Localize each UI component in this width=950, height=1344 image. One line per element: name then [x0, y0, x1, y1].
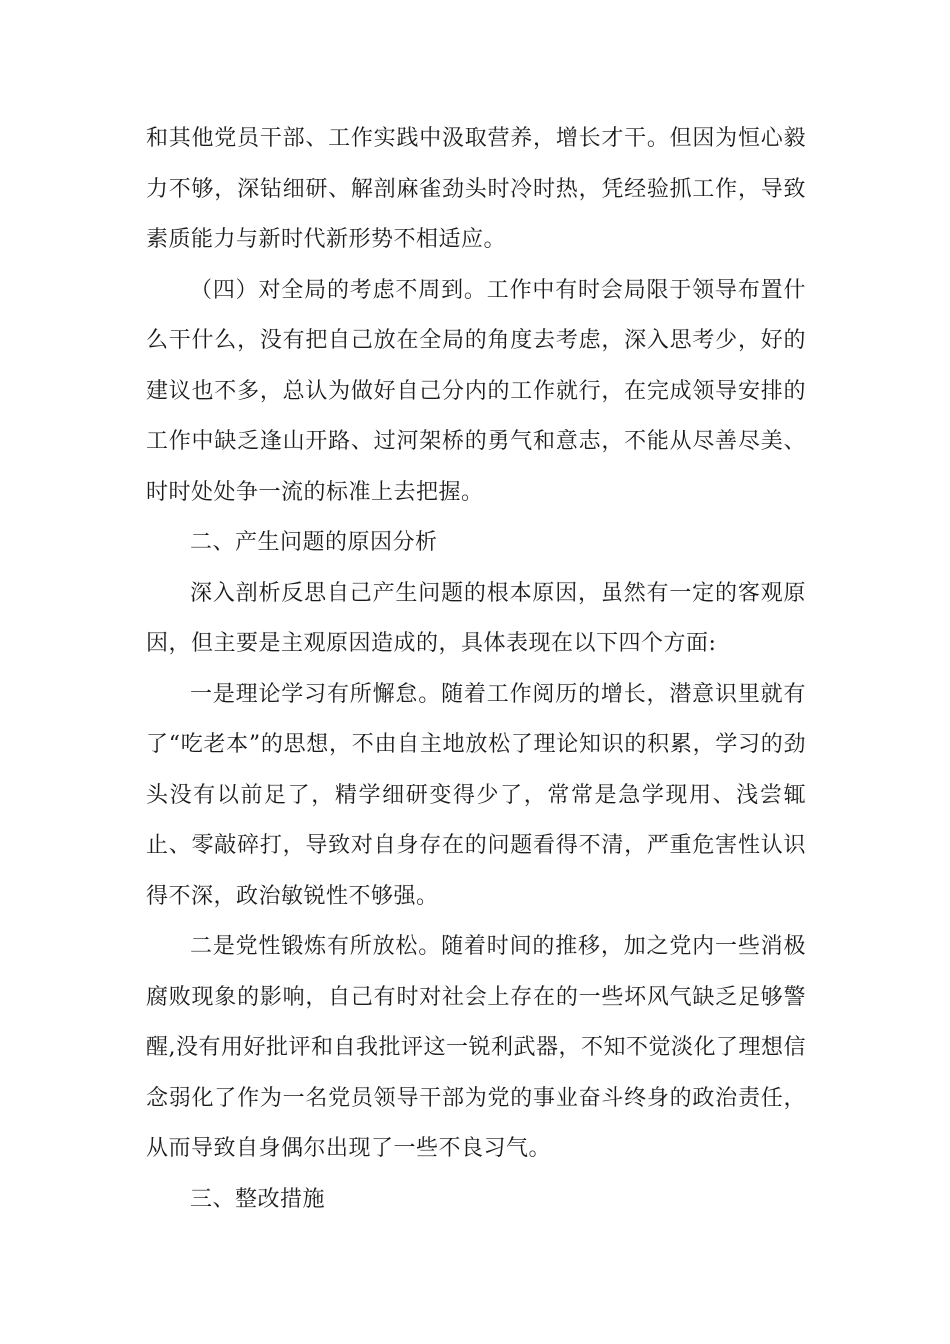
paragraph-cause-two: 二是党性锻炼有所放松。随着时间的推移，加之党内一些消极腐败现象的影响，自己有时对社会上存在的一些坏风气缺乏足够警醒,没有用好批评和自我批评这一锐利武器，不知不觉淡化了理想信念弱化了作为一名党员领导干部为党的事业奋斗终身的政治责任，从而导致自身偶尔出现了一些不良习气。 — [146, 934, 806, 1161]
heading-rectification-measures: 三、整改措施 — [190, 1186, 326, 1212]
paragraph-continuation: 和其他党员干部、工作实践中汲取营养，增长才干。但因为恒心毅力不够，深钻细研、解剖麻雀劲头时冷时热，凭经验抓工作，导致素质能力与新时代新形势不相适应。 — [146, 126, 806, 252]
document-body — [146, 114, 806, 1225]
paragraph-section-four: （四）对全局的考虑不周到。工作中有时会局限于领导布置什么干什么，没有把自己放在全局的角度去考虑，深入思考少，好的建议也不多，总认为做好自己分内的工作就行，在完成领导安排的工作中缺乏逢山开路、过河架桥的勇气和意志，不能从尽善尽美、时时处处争一流的标准上去把握。 — [146, 277, 806, 505]
paragraph-cause-intro: 深入剖析反思自己产生问题的根本原因，虽然有一定的客观原因，但主要是主观原因造成的，具体表现在以下四个方面: — [146, 580, 806, 656]
paragraph-cause-one: 一是理论学习有所懈怠。随着工作阅历的增长，潜意识里就有了“吃老本”的思想，不由自主地放松了理论知识的积累，学习的劲头没有以前足了，精学细研变得少了，常常是急学现用、浅尝辄止、零敲碎打，导致对自身存在的问题看得不清，严重危害性认识得不深，政治敏锐性不够强。 — [146, 681, 806, 909]
heading-cause-analysis: 二、产生问题的原因分析 — [190, 530, 438, 555]
